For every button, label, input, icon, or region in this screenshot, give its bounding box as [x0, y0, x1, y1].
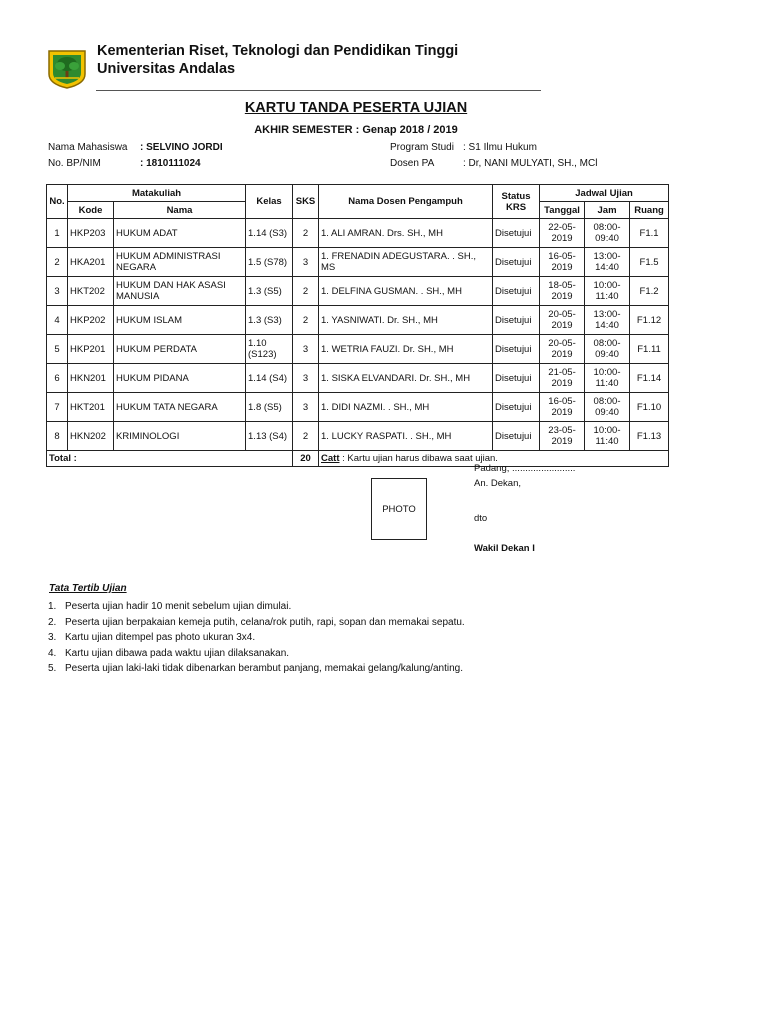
cell-no: 6 [47, 364, 68, 393]
table-row [47, 277, 669, 306]
photo-label: PHOTO [382, 503, 416, 515]
cell-nama: HUKUM PERDATA [114, 335, 246, 364]
cell-kelas: 1.3 (S3) [246, 306, 293, 335]
cell-jam: 08:00-09:40 [585, 335, 630, 364]
cell-dosen: 1. WETRIA FAUZI. Dr. SH., MH [319, 335, 493, 364]
table-row [47, 335, 669, 364]
cell-nama: HUKUM DAN HAK ASASI MANUSIA [114, 277, 246, 306]
university-name: Universitas Andalas [97, 61, 236, 77]
cell-kelas: 1.10 (S123) [246, 335, 293, 364]
cell-status: Disetujui [493, 364, 540, 393]
cell-sks: 2 [293, 219, 319, 248]
table-row [47, 306, 669, 335]
list-item: 5. Peserta ujian laki-laki tidak dibenarkan berambut panjang, memakai gelang/kalung/anting. [48, 663, 464, 674]
signature-signer: Wakil Dekan I [474, 543, 535, 554]
cell-dosen: 1. DELFINA GUSMAN. . SH., MH [319, 277, 493, 306]
cell-nama: KRIMINOLOGI [114, 422, 246, 451]
cell-kelas: 1.5 (S78) [246, 248, 293, 277]
student-name: : SELVINO JORDI [140, 142, 223, 153]
cell-kelas: 1.3 (S5) [246, 277, 293, 306]
list-item: 2. Peserta ujian berpakaian kemeja putih, celana/rok putih, rapi, sopan dan memakai sepatu. [48, 616, 465, 628]
total-label: Total : [47, 451, 293, 467]
cell-no: 5 [47, 335, 68, 364]
cell-tanggal: 18-05-2019 [540, 277, 585, 306]
catatan-label: Catt [321, 453, 340, 464]
cell-sks: 3 [293, 393, 319, 422]
table-row [47, 364, 669, 393]
cell-dosen: 1. SISKA ELVANDARI. Dr. SH., MH [319, 364, 493, 393]
cell-dosen: 1. FRENADIN ADEGUSTARA. . SH., MS [319, 248, 493, 277]
header-nama: Nama [114, 202, 246, 219]
rules-list [48, 601, 465, 679]
student-nim-label: No. BP/NIM [48, 158, 101, 169]
cell-no: 1 [47, 219, 68, 248]
cell-tanggal: 16-05-2019 [540, 248, 585, 277]
header-ruang: Ruang [630, 202, 669, 219]
cell-no: 8 [47, 422, 68, 451]
cell-nama: HUKUM ADAT [114, 219, 246, 248]
photo-placeholder [371, 478, 427, 540]
student-nim: : 1810111024 [140, 158, 201, 169]
cell-tanggal: 21-05-2019 [540, 364, 585, 393]
cell-sks: 3 [293, 335, 319, 364]
signature-place-date: Padang, ........................ [474, 463, 576, 474]
cell-jam: 10:00-11:40 [585, 364, 630, 393]
cell-sks: 3 [293, 364, 319, 393]
cell-ruang: F1.14 [630, 364, 669, 393]
list-item: 1. Peserta ujian hadir 10 menit sebelum ujian dimulai. [48, 601, 292, 612]
header-divider [96, 90, 541, 91]
cell-no: 2 [47, 248, 68, 277]
cell-status: Disetujui [493, 306, 540, 335]
cell-sks: 2 [293, 277, 319, 306]
cell-nama: HUKUM ISLAM [114, 306, 246, 335]
cell-kelas: 1.13 (S4) [246, 422, 293, 451]
cell-kode: HKT201 [68, 393, 114, 422]
header-dosen: Nama Dosen Pengampuh [319, 185, 493, 219]
total-sks: 20 [293, 451, 319, 467]
cell-kode: HKP203 [68, 219, 114, 248]
cell-no: 4 [47, 306, 68, 335]
list-item: 4. Kartu ujian dibawa pada waktu ujian dilaksanakan. [48, 647, 290, 659]
rules-title: Tata Tertib Ujian [49, 583, 127, 594]
document-title: KARTU TANDA PESERTA UJIAN [244, 100, 468, 116]
cell-kode: HKA201 [68, 248, 114, 277]
cell-kode: HKT202 [68, 277, 114, 306]
cell-jam: 10:00-11:40 [585, 277, 630, 306]
cell-tanggal: 20-05-2019 [540, 306, 585, 335]
cell-status: Disetujui [493, 393, 540, 422]
cell-sks: 2 [293, 306, 319, 335]
dosen-pa: : Dr, NANI MULYATI, SH., MCl [463, 158, 598, 169]
ministry-name: Kementerian Riset, Teknologi dan Pendidikan Tinggi [97, 43, 459, 59]
header-sks: SKS [293, 185, 319, 219]
cell-ruang: F1.12 [630, 306, 669, 335]
cell-status: Disetujui [493, 219, 540, 248]
list-item: 3. Kartu ujian ditempel pas photo ukuran 3x4. [48, 632, 256, 643]
cell-no: 7 [47, 393, 68, 422]
header-status: Status KRS [493, 185, 540, 219]
cell-jam: 10:00-11:40 [585, 422, 630, 451]
signature-an-dekan: An. Dekan, [474, 478, 521, 489]
cell-ruang: F1.11 [630, 335, 669, 364]
cell-ruang: F1.5 [630, 248, 669, 277]
catatan-text: : Kartu ujian harus dibawa saat ujian. [339, 453, 498, 464]
cell-jam: 08:00-09:40 [585, 393, 630, 422]
cell-nama: HUKUM TATA NEGARA [114, 393, 246, 422]
header-kode: Kode [68, 202, 114, 219]
cell-no: 3 [47, 277, 68, 306]
cell-ruang: F1.1 [630, 219, 669, 248]
document-subtitle: AKHIR SEMESTER : Genap 2018 / 2019 [254, 124, 458, 136]
cell-jam: 08:00-09:40 [585, 219, 630, 248]
cell-kode: HKP201 [68, 335, 114, 364]
cell-tanggal: 16-05-2019 [540, 393, 585, 422]
program-studi-label: Program Studi [390, 142, 454, 153]
dosen-pa-label: Dosen PA [390, 158, 435, 169]
cell-kelas: 1.8 (S5) [246, 393, 293, 422]
cell-sks: 2 [293, 422, 319, 451]
header-jadwal: Jadwal Ujian [540, 185, 669, 202]
header-matakuliah: Matakuliah [68, 185, 246, 202]
cell-kelas: 1.14 (S3) [246, 219, 293, 248]
cell-nama: HUKUM PIDANA [114, 364, 246, 393]
student-name-label: Nama Mahasiswa [48, 142, 128, 153]
cell-nama: HUKUM ADMINISTRASI NEGARA [114, 248, 246, 277]
cell-status: Disetujui [493, 422, 540, 451]
cell-dosen: 1. ALI AMRAN. Drs. SH., MH [319, 219, 493, 248]
table-row [47, 393, 669, 422]
cell-ruang: F1.2 [630, 277, 669, 306]
university-logo-icon [46, 48, 88, 90]
table-row [47, 219, 669, 248]
header-jam: Jam [585, 202, 630, 219]
cell-dosen: 1. LUCKY RASPATI. . SH., MH [319, 422, 493, 451]
cell-tanggal: 22-05-2019 [540, 219, 585, 248]
header-tanggal: Tanggal [540, 202, 585, 219]
header-kelas: Kelas [246, 185, 293, 219]
cell-status: Disetujui [493, 277, 540, 306]
signature-dto: dto [474, 513, 488, 524]
cell-tanggal: 23-05-2019 [540, 422, 585, 451]
cell-jam: 13:00-14:40 [585, 306, 630, 335]
table-row [47, 422, 669, 451]
cell-dosen: 1. DIDI NAZMI. . SH., MH [319, 393, 493, 422]
cell-sks: 3 [293, 248, 319, 277]
cell-ruang: F1.10 [630, 393, 669, 422]
cell-kelas: 1.14 (S4) [246, 364, 293, 393]
cell-dosen: 1. YASNIWATI. Dr. SH., MH [319, 306, 493, 335]
program-studi: : S1 Ilmu Hukum [463, 142, 537, 153]
cell-status: Disetujui [493, 248, 540, 277]
cell-kode: HKN202 [68, 422, 114, 451]
cell-jam: 13:00-14:40 [585, 248, 630, 277]
cell-tanggal: 20-05-2019 [540, 335, 585, 364]
cell-kode: HKN201 [68, 364, 114, 393]
table-row [47, 248, 669, 277]
header-no: No. [47, 185, 68, 219]
exam-schedule-table [46, 184, 669, 467]
cell-status: Disetujui [493, 335, 540, 364]
cell-ruang: F1.13 [630, 422, 669, 451]
cell-kode: HKP202 [68, 306, 114, 335]
